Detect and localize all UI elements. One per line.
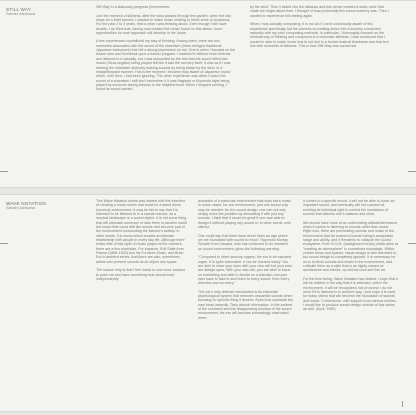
paragraph: Like the moment of stillness, after the wind passes through the garden, when the rain stops for a brief second, I wanted to make music relating to these sorts of occasions. For the past 2 to 3 years, this is what I was thinking about. Even though I still have doubts, I do think that, having now created the music found on this album, more opportunities for such approach will develop in the future. [96,13,233,35]
paragraph: A few experiences crystallized my way of thinking. Among them, there are two memories associated with the sound of the shamisen (three-stringed traditional Japanese instrument) that left a strong impression on me. One is when I focused on the lesson skin and thumbnail upon a futsuki program. I watched it without much interest and listened to it casually, but I was astounded by the fact that the sound effect-like music (Geza-ongaku) being played felt like it was the scenery itself. It was as if I was hearing the shamisen distinctly making sounds by being blown by the wind, in a straightforward manner. This is the moment I became truly aware of Japanese music which, until then, I had been ignoring. The other experience was when I heard the sound of a shamisen I still don't remember if it was Nagauta or Kiyomoto style being played by someone taking lessons in the neighborhood. When I stopped running, I found its sound carried [96,39,237,92]
wave-notation-author: Satoshi Ashikawa [6,206,35,211]
wave-notation-column-2 [198,199,293,407]
wave-notation-title: WAVE NOTATION [6,201,46,206]
paragraph: When I was actually composing, it is not as if I went consciously aware of this experience specifically but the process of creating music into a scenery connected naturally with my prior composing methods. In particular, I thoroughly focused on the minimal way of thinking and composed in a cinematic stillness. I was convinced that I would be able to make music that is not tied to a frontal musical timeframe and that is in line with moments of stillness. This is how Still Way was conceived. [250,22,391,48]
still-way-panel [0,0,416,188]
crop-mark [0,171,8,172]
still-way-column-1 [96,5,236,183]
crop-mark [408,171,416,172]
paragraph: The ear's only defense mechanism is its elaborate psychological system that removes unwanted sounds when focusing on specific thing it desires. Eyes look outwards but ears head inwardly. They absorb information. In the context of the confused and the disappearing function of the sound environment, the ear will become increasingly obstructed when [198,289,294,320]
paragraph: For the time being, Wave Notation has started. I hope that it will be utilized in the way that it is intended, within the environment. It will be recognized, but of course I do not mind if it is listened to in another way. I just hope it is used for many others that will become the foundation of sounds and music. Furthermore, with support from various entities, I would like to produce sound design outside of this series as well. (April, 1982) [303,276,399,312]
still-way-header [6,7,76,17]
paragraph: The reason why is that I feel music is now more anxious to push out and have something that should exist independently. [96,268,187,282]
wave-notation-header [6,201,76,211]
paragraph: We should have more of an uniformizing attitude/demeanor when it comes to listening to sounds other than music. Right now, there are permeating sounds and music in the environment that far exceed a human being's acceptable range and ability, and it threatens to collapse the sound ecosystem. Even B.G.M. (background music) which aims at "creating an atmosphere" is sometimes nowadays. Within certain areas and spaces, visual design is well attended to, but sound design is completely ignored. It is necessary for us to re-think sounds and music in the environment, and cultivate them as a style that is as highly valued as architecture and interior, as well as food and live art. [303,220,399,273]
crop-mark [408,243,416,244]
still-way-title: STILL WAY [6,7,32,12]
paragraph: acoustics of a particular environment that suits each music. In some cases, for one environment, just one sound only may be needed. As it is sound design, one can not only simply solve the problem by decorating it with just any sounds. I think that it would be great if one was able to design it without playing any sound or, in other words, with silence. [198,199,294,230]
paragraph: by the wind. Then it faded into the distance and this sense created a static store that made me forget about time. I thought of how profoundly this sound scenery was. Then I wanted to experience this feeling again. [250,5,390,18]
still-way-column-2 [250,5,390,183]
paragraph: "Compared to other sensory organs, the ear is an exposed organ. It is quite vulnerable; it can be focused easily. You are able to close your eyes with your own will but your ears are always open. With your own will, you are able to focus on something and able to decide on a direction, but your ears have to take in and listen to every sound, from every direction and on every." [198,255,293,286]
paragraph: it comes to a specific sound, it will not be able to cover an important sound, and eventually will not succeed at exerting its individual right to control the inundation of sounds that disturbs one's balance and mind. [303,199,396,217]
paragraph: One could say that there have never been an age where we are inundated with sound so much. Raymond Murray Schafer from Canada, who has continued to do research on sound environment, gives the following warning: [198,233,290,251]
wave-notation-column-3 [303,199,398,407]
paragraph: Still Way in a stationary progress (movements: [96,5,170,9]
crop-mark [0,243,8,244]
wave-notation-column-1 [96,199,188,407]
still-way-author: Satoshi Ashikawa [6,12,35,17]
paragraph: This Wave Notation series was started with the intention of creating a music series that could be a stand alone (musical) environment. It may be fair to say that it is intended to be listened to in a casual manner, as a musical landscape or a sound object. It is not some thing that will stimulate someone or take them to another world but music that could drift like smoke and become part of the environment surrounding the listener's activity. In other words, it is music which creates an intimate relationship with people in every day life. Although there exists little of this style of music played at the moment, there are a few examples. For instance, Erik Satie from France (1866-1925) and his Furniture Music, and Brian Eno's ambient series. And there are also, sometimes, artists who present sounds as an object into space. [96,199,188,264]
wave-notation-panel [0,194,416,412]
crop-mark [402,401,403,407]
